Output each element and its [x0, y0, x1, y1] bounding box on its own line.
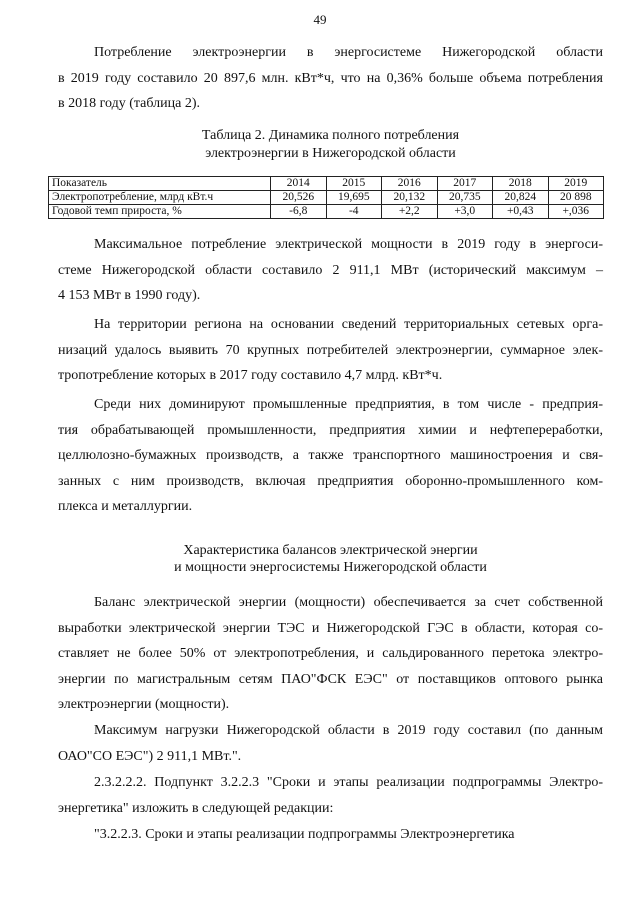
text-line: 2.3.2.2.2. Подпункт 3.2.2.3 "Сроки и этапы реализации подпрограммы Электро- — [94, 775, 603, 790]
paragraph-amendment — [58, 770, 603, 821]
text-line: тропотребление которых в 2017 году составило 4,7 млрд. кВт*ч. — [58, 368, 443, 384]
text-line: Максимум нагрузки Нижегородской области в 2019 году составил (по данным — [94, 723, 603, 738]
text-line: целлюлозно-бумажных производств, а также транспортного машиностроения и свя- — [58, 448, 603, 464]
text-line: На территории региона на основании сведений территориальных сетевых орга- — [94, 317, 603, 332]
text-line: энергетика" изложить в следующей редакции: — [58, 800, 334, 816]
table-header-cell: 2019 — [548, 177, 604, 191]
table-cell: Электропотребление, млрд кВт.ч — [49, 191, 271, 205]
table-header-cell: 2016 — [382, 177, 438, 191]
table-cell: 20,735 — [437, 191, 493, 205]
caption-line: электроэнергии в Нижегородской области — [205, 146, 456, 161]
text-line: электроэнергии (мощности). — [58, 697, 230, 713]
text-line: выработки электрической энергии ТЭС и Нижегородской ГЭС в области, которая со- — [58, 620, 603, 636]
text-line: Максимальное потребление электрической мощности в 2019 году в энергоси- — [94, 237, 603, 252]
table-header-cell: 2018 — [493, 177, 549, 191]
text-line: тия обрабатывающей промышленности, предприятия химии и нефтепереработки, — [58, 422, 603, 438]
heading-line: и мощности энергосистемы Нижегородской области — [174, 560, 487, 575]
table-cell: Годовой темп прироста, % — [49, 205, 271, 219]
page-number: 49 — [313, 12, 327, 27]
caption-line: Таблица 2. Динамика полного потребления — [201, 128, 460, 143]
consumption-table — [48, 176, 604, 219]
table-header-cell: Показатель — [49, 177, 271, 191]
table-row — [49, 205, 604, 219]
table-header-cell: 2015 — [326, 177, 382, 191]
paragraph-consumption-2019 — [58, 40, 603, 117]
table-header-cell: 2014 — [271, 177, 327, 191]
table-cell: 19,695 — [326, 191, 382, 205]
table-caption — [58, 127, 603, 163]
table-cell: +0,43 — [493, 205, 549, 219]
text-line: занных с ним производств, включая предприятия оборонно-промышленного ком- — [58, 473, 603, 489]
text-line: Потребление электроэнергии в энергосистеме Нижегородской области — [94, 45, 603, 60]
paragraph-max-load — [58, 718, 603, 769]
paragraph-max-power — [58, 232, 603, 309]
table-cell: -6,8 — [271, 205, 327, 219]
text-line: ставляет не более 50% от электропотребления, и сальдированного перетока электро- — [58, 646, 603, 662]
table-cell: 20 898 — [548, 191, 604, 205]
table-cell: 20,132 — [382, 191, 438, 205]
text-line: ОАО"СО ЕЭС") 2 911,1 МВт.". — [58, 748, 242, 764]
text-line: стеме Нижегородской области составило 2 911,1 МВт (исторический максимум – — [58, 262, 603, 278]
table-header-cell: 2017 — [437, 177, 493, 191]
text-line: Баланс электрической энергии (мощности) обеспечивается за счет собственной — [94, 595, 603, 610]
section-heading — [58, 542, 603, 576]
text-line: Среди них доминируют промышленные предприятия, в том числе - предприя- — [94, 397, 603, 412]
table-cell: 20,526 — [271, 191, 327, 205]
table-header-row — [49, 177, 604, 191]
table-cell: 20,824 — [493, 191, 549, 205]
table-cell: +2,2 — [382, 205, 438, 219]
table-cell: -4 — [326, 205, 382, 219]
text-line: 4 153 МВт в 1990 году). — [58, 288, 201, 304]
table-cell: +3,0 — [437, 205, 493, 219]
text-line: в 2018 году (таблица 2). — [58, 96, 201, 112]
text-line: "3.2.2.3. Сроки и этапы реализации подпрограммы Электроэнергетика — [94, 827, 515, 842]
table-row — [49, 191, 604, 205]
paragraph-subsection-title — [58, 822, 603, 848]
text-line: плекса и металлургии. — [58, 499, 193, 515]
table-cell: +,036 — [548, 205, 604, 219]
text-line: энергии по магистральным сетям ПАО"ФСК ЕЭС" от поставщиков оптового рынка — [58, 671, 603, 687]
paragraph-industry — [58, 392, 603, 520]
text-line: в 2019 году составило 20 897,6 млн. кВт*ч, что на 0,36% больше объема потребления — [58, 70, 603, 86]
text-line: низаций удалось выявить 70 крупных потребителей электроэнергии, суммарное элек- — [58, 342, 603, 358]
heading-line: Характеристика балансов электрической энергии — [183, 543, 478, 558]
paragraph-balance — [58, 590, 603, 718]
paragraph-large-consumers — [58, 312, 603, 389]
